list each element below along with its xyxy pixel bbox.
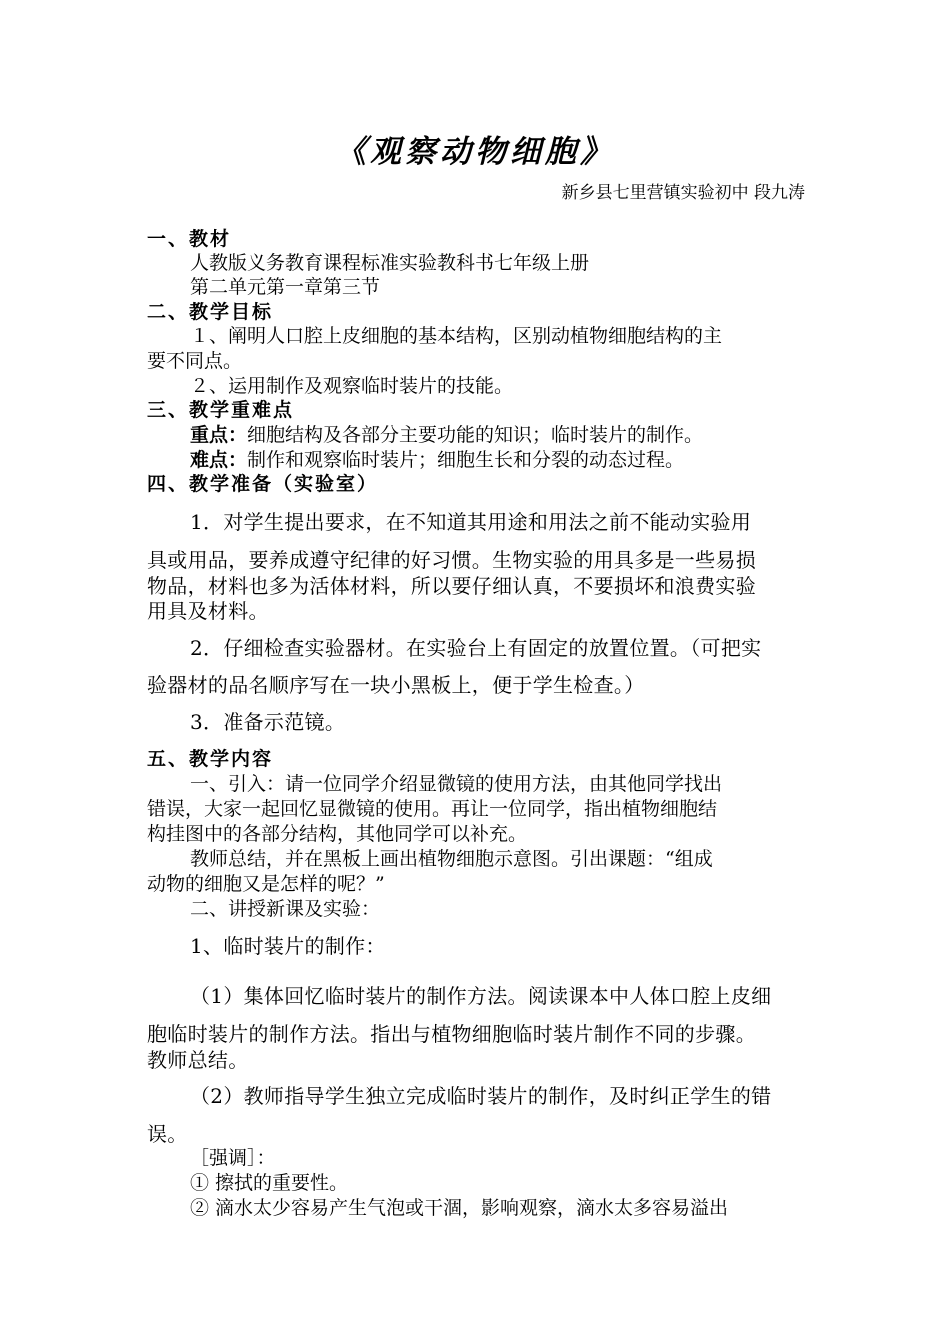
paragraph-line: ② 滴水太少容易产生气泡或干涸，影响观察，滴水太多容易溢出 [190,1197,729,1219]
key-point-label: 重点： [190,424,248,446]
paragraph-line: 教师总结。 [147,1048,249,1072]
section-heading-1: 一、教材 [147,228,232,250]
paragraph-line: 1．对学生提出要求，在不知道其用途和用法之前不能动实验用 [190,510,752,534]
paragraph-line: 要不同点。 [147,350,243,372]
paragraph-line: 构挂图中的各部分结构，其他同学可以补充。 [147,823,528,845]
key-point-line [190,423,703,447]
paragraph-line: ① 擦拭的重要性。 [190,1172,349,1194]
paragraph-line: 动物的细胞又是怎样的呢？” [147,873,385,895]
difficulty-label: 难点： [190,449,248,471]
difficulty-text: 制作和观察临时装片；细胞生长和分裂的动态过程。 [247,449,685,471]
paragraph-line: 人教版义务教育课程标准实验教科书七年级上册 [190,252,590,274]
section-heading-5: 五、教学内容 [147,748,274,770]
document-title: 《观察动物细胞》 [335,134,615,170]
paragraph-line: 验器材的品名顺序写在一块小黑板上，便于学生检查。） [147,673,645,697]
section-heading-3: 三、教学重难点 [147,399,295,421]
paragraph-line: 误。 [147,1122,188,1146]
paragraph-line: ２、运用制作及观察临时装片的技能。 [190,375,514,397]
paragraph-line: 2．仔细检查实验器材。在实验台上有固定的放置位置。（可把实 [190,636,762,660]
paragraph-line: 用具及材料。 [147,599,269,623]
author-line: 新乡县七里营镇实验初中 段九涛 [561,183,805,203]
paragraph-line: 错误，大家一起回忆显微镜的使用。再让一位同学，指出植物细胞结 [147,798,718,820]
paragraph-line: 具或用品，要养成遵守纪律的好习惯。生物实验的用具多是一些易损 [147,548,756,572]
paragraph-line: 3．准备示范镜。 [190,710,346,734]
paragraph-line: （1）集体回忆临时装片的制作方法。阅读课本中人体口腔上皮细 [190,984,772,1008]
difficulty-line [190,448,684,472]
paragraph-line: 二、讲授新课及实验： [190,898,381,920]
paragraph-line: 教师总结，并在黑板上画出植物细胞示意图。引出课题：“组成 [190,848,713,870]
paragraph-line: 1、临时装片的制作： [190,934,386,958]
paragraph-line: 物品，材料也多为活体材料，所以要仔细认真，不要损坏和浪费实验 [147,574,756,598]
paragraph-line: 一、引入：请一位同学介绍显微镜的使用方法，由其他同学找出 [190,773,723,795]
section-heading-2: 二、教学目标 [147,301,274,323]
paragraph-line: （2）教师指导学生独立完成临时装片的制作，及时纠正学生的错 [190,1084,772,1108]
paragraph-line: １、阐明人口腔上皮细胞的基本结构，区别动植物细胞结构的主 [190,325,723,347]
key-point-text: 细胞结构及各部分主要功能的知识；临时装片的制作。 [247,424,704,446]
paragraph-line: ［强调］： [190,1147,276,1169]
paragraph-line: 胞临时装片的制作方法。指出与植物细胞临时装片制作不同的步骤。 [147,1022,756,1046]
paragraph-line: 第二单元第一章第三节 [190,276,381,298]
section-heading-4: 四、教学准备（实验室） [147,473,379,495]
